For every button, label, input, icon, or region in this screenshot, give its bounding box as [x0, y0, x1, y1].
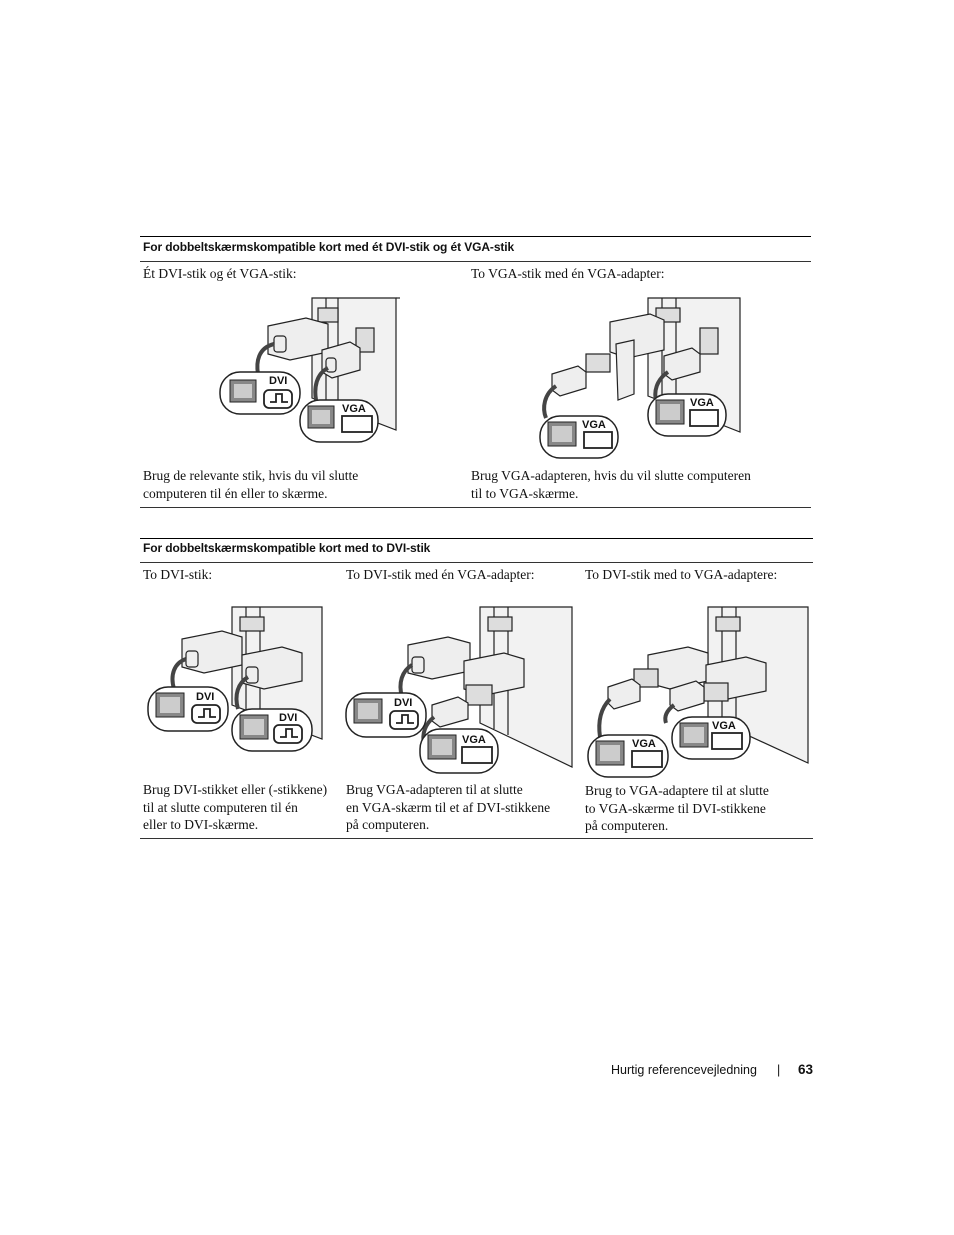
vga-plug-1 [599, 679, 640, 737]
table2-col3-text [585, 782, 769, 835]
table1-header-rule [140, 261, 811, 262]
vga-label: VGA [342, 403, 366, 415]
vga-label: VGA [712, 720, 736, 732]
footer-section-title: Hurtig referencevejledning [611, 1063, 757, 1077]
vga-label: VGA [462, 734, 486, 746]
table1-col2-text [471, 467, 751, 502]
table1-col2-caption: To VGA-stik med én VGA-adapter: [471, 266, 665, 281]
dvi-monitor-badge [220, 372, 300, 414]
footer-separator: | [777, 1063, 781, 1077]
vga-label: VGA [632, 738, 656, 750]
dvi-label: DVI [269, 375, 288, 387]
table2-col1-text [143, 781, 327, 834]
vga-monitor-badge-2 [648, 394, 726, 436]
table2-col3-caption: To DVI-stik med to VGA-adaptere: [585, 567, 778, 582]
dvi-plug [400, 637, 470, 697]
vga-monitor-badge-2 [672, 717, 750, 759]
table2-bottom-rule [140, 838, 813, 839]
illustration-two-dvi-one-vga-adapter [344, 605, 574, 775]
table2-header-rule [140, 562, 813, 563]
vga-label: VGA [582, 419, 606, 431]
table1-col1-text [143, 467, 358, 502]
vga-monitor-badge [300, 400, 378, 442]
text-line: en VGA-skærm til et af DVI-stikkene [346, 799, 551, 815]
dvi-label: DVI [196, 691, 215, 703]
illustration-dvi-vga-connectors [218, 296, 400, 444]
illustration-two-dvi [146, 605, 324, 753]
page-number: 63 [798, 1062, 814, 1077]
table1-bottom-rule [140, 507, 811, 508]
vga-monitor-badge [420, 729, 498, 773]
text-line: Brug VGA-adapteren, hvis du vil slutte computeren [471, 468, 751, 483]
dvi-label: DVI [279, 712, 298, 724]
text-line: Brug VGA-adapteren til at slutte [346, 782, 523, 797]
dvi-monitor-badge-2 [232, 709, 312, 751]
illustration-two-vga-with-adapter [538, 296, 742, 460]
dvi-monitor-badge-1 [148, 687, 228, 731]
table1-col1-caption: Ét DVI-stik og ét VGA-stik: [143, 266, 297, 281]
text-line: Brug to VGA-adaptere til at slutte [585, 783, 769, 798]
table2-col2-text [346, 781, 550, 834]
table2-top-rule [140, 538, 813, 539]
dvi-monitor-badge [346, 693, 426, 737]
vga-monitor-badge-1 [540, 416, 618, 458]
text-line: på computeren. [585, 818, 669, 833]
text-line: computeren til én eller to skærme. [143, 485, 328, 501]
text-line: på computeren. [346, 817, 430, 832]
text-line: til at slutte computeren til én [143, 799, 298, 815]
text-line: Brug DVI-stikket eller (-stikkene) [143, 782, 328, 797]
table1-title: For dobbeltskærmskompatible kort med ét DVI-stik og ét VGA-stik [143, 240, 515, 254]
dvi-label: DVI [394, 697, 413, 709]
illustration-two-dvi-two-vga-adapters [586, 605, 810, 779]
text-line: to VGA-skærme til DVI-stikkene [585, 800, 766, 816]
table2-title: For dobbeltskærmskompatible kort med to DVI-stik [143, 541, 431, 555]
text-line: Brug de relevante stik, hvis du vil slutte [143, 468, 359, 483]
vga-plug-1 [544, 366, 586, 418]
table2-col2-caption: To DVI-stik med én VGA-adapter: [346, 567, 535, 582]
vga-monitor-badge-1 [588, 735, 668, 777]
table2-col1-caption: To DVI-stik: [143, 567, 213, 582]
vga-label: VGA [690, 397, 714, 409]
table1-top-rule [140, 236, 811, 237]
text-line: til to VGA-skærme. [471, 485, 579, 501]
text-line: eller to DVI-skærme. [143, 817, 259, 832]
